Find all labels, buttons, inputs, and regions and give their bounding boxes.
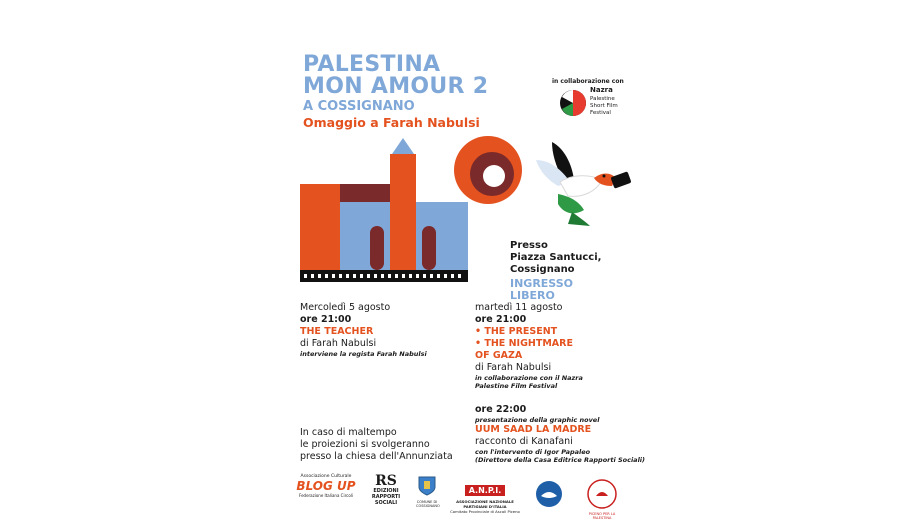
poster-subtitle: A COSSIGNANO (303, 99, 415, 114)
collab-line2: Short Film (590, 103, 618, 109)
anpi-logo: A.N.P.I. ASSOCIAZIONE NAZIONALE PARTIGIANI D'ITALIA Comitato Provinciale di Ascoli Piceno (450, 486, 520, 514)
event-2 (475, 302, 640, 390)
poster-title-line2: MON AMOUR 2 (303, 74, 489, 99)
weather-notice (300, 427, 470, 463)
event-1 (300, 302, 470, 358)
venue-line2: Piazza Santucci, (510, 252, 602, 263)
entry-line1: INGRESSO (510, 277, 574, 290)
poster-tribute: Omaggio a Farah Nabulsi (303, 115, 480, 130)
event1-date: Mercoledì 5 agosto (300, 302, 391, 313)
event2-note2: Palestine Film Festival (475, 382, 558, 390)
nazra-logo (558, 88, 588, 118)
blog-up-logo: Associazione Culturale BLOG UP Federazione Italiana Circoli (296, 474, 356, 498)
event2-note1: in collaborazione con il Nazra (475, 374, 583, 382)
dove-icon (532, 138, 632, 226)
weather-line3: presso la chiesa dell'Annunziata (300, 451, 453, 462)
rapporti-sociali-logo: RS EDIZIONI RAPPORTI SOCIALI (371, 473, 401, 506)
blue-circle-logo (535, 480, 563, 508)
comune-crest-logo: COMUNE DI COSSIGNANO (416, 476, 438, 510)
collab-name: Nazra (590, 86, 613, 94)
event3-note1: con l'intervento di Igor Papaleo (475, 448, 591, 456)
event1-by: di Farah Nabulsi (300, 338, 377, 349)
weather-line2: le proiezioni si svolgeranno (300, 439, 430, 450)
collab-line3: Festival (590, 110, 611, 116)
collab-label: in collaborazione con (552, 78, 624, 85)
event2-film2a: • THE NIGHTMARE (475, 338, 573, 349)
event-3 (475, 404, 645, 464)
event2-film1: • THE PRESENT (475, 326, 558, 337)
event3-by: racconto di Kanafani (475, 436, 573, 447)
film-reel-icon (452, 134, 524, 206)
entry-line2: LIBERO (510, 289, 555, 302)
event3-note2: (Direttore della Casa Editrice Rapporti Sociali) (475, 456, 645, 464)
event2-date: martedì 11 agosto (475, 302, 563, 313)
event1-note: intervien​e la regista Farah Nabulsi (300, 350, 427, 358)
piceno-palestina-text: PICENO PER LA PALESTINA (588, 512, 616, 520)
event1-film: THE TEACHER (300, 326, 374, 337)
venue-line3: Cossignano (510, 264, 575, 275)
event-poster (282, 30, 645, 520)
event3-book: UUM SAAD LA MADRE (475, 424, 592, 435)
event2-by: di Farah Nabulsi (475, 362, 552, 373)
event2-time: ore 21:00 (475, 314, 527, 325)
collab-line1: Palestine (590, 96, 615, 102)
event1-time: ore 21:00 (300, 314, 352, 325)
event2-film2b: OF GAZA (475, 350, 523, 361)
venue-line1: Presso (510, 240, 548, 251)
weather-line1: In caso di maltempo (300, 427, 397, 438)
event3-pres: presentazione della graphic novel (475, 416, 600, 424)
building-illustration (300, 138, 470, 286)
piceno-palestina-logo (586, 478, 618, 510)
poster-title-line1: PALESTINA (303, 52, 441, 77)
event3-time: ore 22:00 (475, 404, 527, 415)
